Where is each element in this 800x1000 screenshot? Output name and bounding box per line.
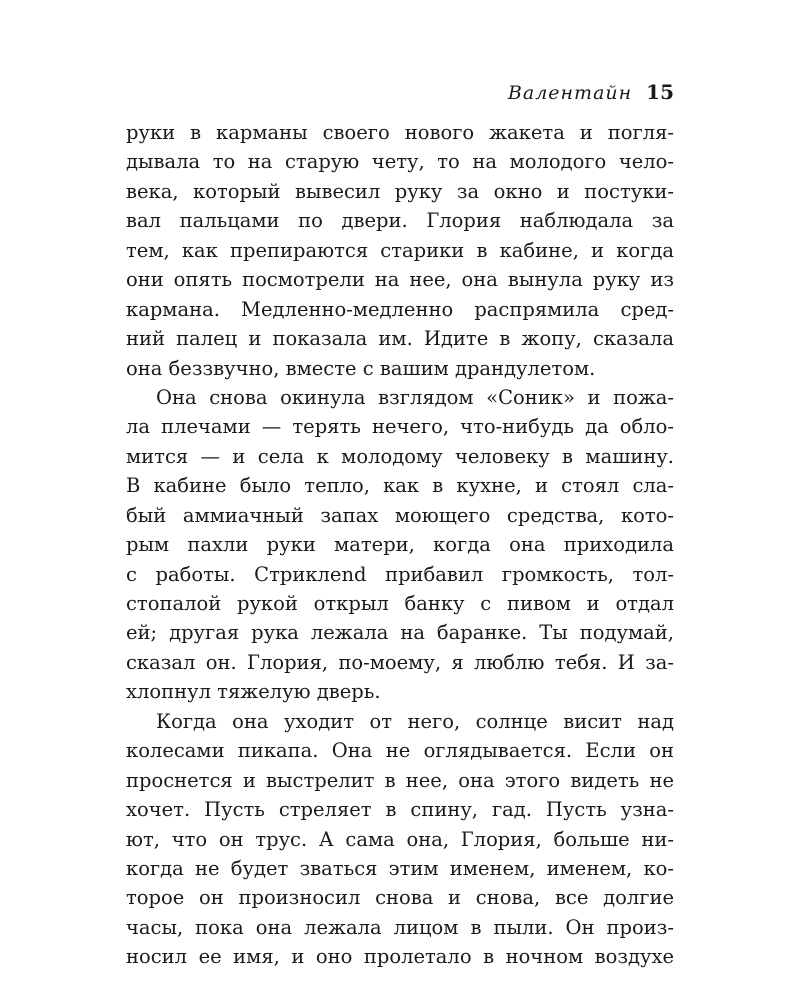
page-number: 15 (646, 80, 674, 104)
text-line: вал пальцами по двери. Глория наблюдала за (126, 209, 674, 233)
text-line: ний палец и показала им. Идите в жопу, сказала (126, 327, 674, 351)
paragraph (126, 707, 674, 972)
paragraph (126, 383, 674, 707)
text-line: проснется и выстрелит в нее, она этого видеть не (126, 768, 674, 792)
text-line: Когда она уходит от него, солнце висит над (156, 709, 674, 733)
text-line: стопалой рукой открыл банку с пивом и отдал (126, 592, 674, 615)
text-line: с работы. Стриклend прибавил громкость, тол- (126, 562, 674, 586)
paragraph (126, 118, 674, 383)
text-line: торое он произносил снова и снова, все долгие (126, 886, 674, 910)
running-header (508, 80, 674, 104)
text-line: когда не будет зваться этим именем, именем, ко- (126, 856, 674, 880)
text-line: мится — и села к молодому человеку в машину. (126, 444, 674, 468)
text-line: тем, как препираются старики в кабине, и когда (126, 238, 674, 262)
text-line: бый аммиачный запах моющего средства, кото- (126, 503, 674, 527)
text-line: ей; другая рука лежала на баранке. Ты подумай, (126, 621, 674, 645)
text-line: хочет. Пусть стреляет в спину, гад. Пусть узна- (126, 798, 674, 822)
text-line: ют, что он трус. А сама она, Глория, больше ни- (126, 827, 674, 851)
text-line: они опять посмотрели на нее, она вынула руку из (126, 268, 674, 292)
text-line: рым пахли руки матери, когда она приходила (126, 533, 674, 557)
text-line: носил ее имя, и оно пролетало в ночном воздухе (126, 945, 674, 969)
text-line: часы, пока она лежала лицом в пыли. Он произ- (126, 915, 674, 939)
text-line: колесами пикапа. Она не оглядывается. Если он (126, 739, 674, 763)
body-text (126, 118, 674, 972)
text-line: века, который вывесил руку за окно и постуки- (126, 179, 674, 203)
text-line: Она снова окинула взглядом «Соник» и пожа- (156, 385, 674, 409)
text-line: ла плечами — терять нечего, что-нибудь да обло- (126, 415, 674, 439)
text-line: сказал он. Глория, по-моему, я люблю тебя. И за- (126, 650, 674, 674)
text-line: В кабине было тепло, как в кухне, и стоял сла- (126, 474, 674, 498)
text-line: она беззвучно, вместе с вашим драндулетом. (126, 356, 596, 380)
text-line: хлопнул тяжелую дверь. (126, 680, 381, 704)
text-line: кармана. Медленно-медленно распрямила сред- (126, 297, 674, 321)
text-line: руки в карманы своего нового жакета и погля- (126, 121, 674, 144)
running-title: Валентайн (507, 82, 633, 104)
text-line: дывала то на старую чету, то на молодого чело- (126, 150, 674, 174)
